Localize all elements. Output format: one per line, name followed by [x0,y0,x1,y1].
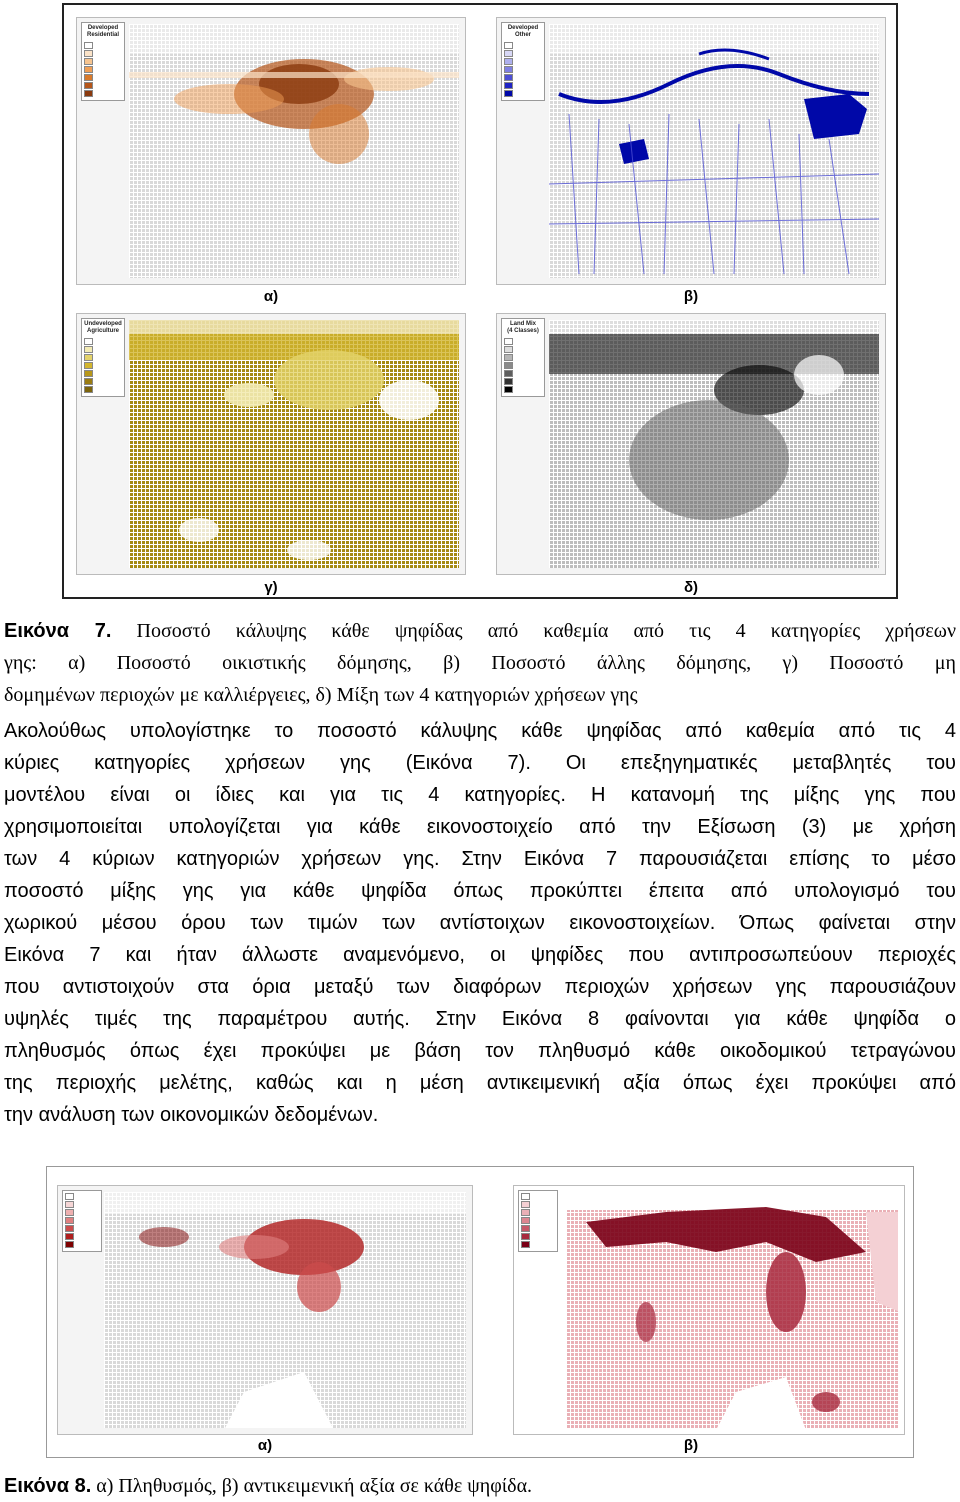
legend-color [65,1201,74,1208]
legend-color [504,346,513,353]
legend [501,22,545,101]
legend-swatch [504,58,542,65]
figure-7-frame [62,3,898,599]
legend-color [84,66,93,73]
legend-color [65,1241,74,1248]
legend-color [504,74,513,81]
map-cluster [794,355,844,395]
map-grid [549,24,879,278]
legend-title: Undeveloped Agriculture [84,321,122,334]
legend-swatch [65,1225,99,1232]
legend-swatch [521,1193,555,1200]
map-road [799,134,804,274]
legend-color [84,386,93,393]
legend-color [521,1225,530,1232]
legend-color [504,338,513,345]
legend-swatch [504,378,542,385]
map-cluster [379,380,439,420]
map-grid [549,320,879,568]
map-cluster [309,104,369,164]
panel-label-a: α) [263,288,279,305]
legend-color [504,42,513,49]
legend-color [84,346,93,353]
legend-color [84,90,93,97]
legend [81,318,125,397]
map-cluster [219,1235,289,1259]
legend-color [504,82,513,89]
paragraph-line: Εικόνα 7 και ήταν άλλωστε αναμενόμενο, οι ψηφίδες που αντιπροσωπεύουν περιοχές [4,944,956,966]
legend-swatch [84,58,122,65]
map-sea [566,1192,898,1210]
legend-color [521,1241,530,1248]
map-overlay [566,1192,898,1428]
legend-swatch [521,1241,555,1248]
caption-line: γης: α) Ποσοστό οικιστικής δόμησης, β) Ποσοστό άλλης δόμησης, γ) Ποσοστό μη [4,652,956,674]
legend-swatch [84,378,122,385]
map-road [699,119,714,274]
legend-swatch [65,1217,99,1224]
figure-7-caption [4,615,956,711]
map-cluster [297,1262,341,1312]
map-blank [716,1377,806,1428]
map-panel-undeveloped-agriculture [76,313,466,575]
map-cluster [812,1392,840,1412]
paragraph-line: των 4 κύριων κατηγοριών χρήσεων γης. Στην Εικόνα 7 παρουσιάζεται επίσης το μέσο [4,848,956,870]
panel-label-b: β) [683,288,699,305]
legend-color [504,378,513,385]
map-overlay [549,320,879,568]
legend-swatch [65,1209,99,1216]
legend-color [84,362,93,369]
legend-color [504,370,513,377]
legend-swatch [504,386,542,393]
paragraph-line: που αντιστοιχούν στα όρια μεταξύ των διαφόρων περιοχών χρήσεων γης παρουσιάζουν [4,976,956,998]
legend-swatch [504,74,542,81]
body-paragraph [4,715,956,1131]
legend-color [84,82,93,89]
paragraph-line: ποσοστό μίξης γης για κάθε ψηφίδα όπως προκύπτει έπειτα από υπολογισμό του [4,880,956,902]
legend-color [65,1193,74,1200]
legend-swatch [504,82,542,89]
map-grid [129,320,459,568]
legend-color [65,1225,74,1232]
legend-swatch [65,1241,99,1248]
map-road [829,139,849,274]
legend-color [504,58,513,65]
map-cluster [139,1227,189,1247]
legend-color [65,1233,74,1240]
legend-color [84,42,93,49]
legend [62,1190,102,1252]
panel-label-d: δ) [683,579,699,596]
legend-title: Developed Other [507,25,539,38]
legend-swatch [504,90,542,97]
map-road [664,114,669,274]
legend [501,318,545,397]
figure-8-caption [4,1470,956,1502]
legend-swatch [521,1225,555,1232]
paragraph-line: μοντέλου είναι οι ίδιες και για τις 4 κατηγορίες. Η κατανομή της μίξης γης που [4,784,956,806]
legend-color [84,338,93,345]
legend-swatch [84,346,122,353]
map-road [569,114,579,274]
map-overlay [104,1192,466,1428]
legend-color [504,362,513,369]
paragraph-line: υψηλές τιμές της παραμέτρου αυτής. Στην Εικόνα 8 φαίνονται για κάθε ψηφίδα ο [4,1008,956,1030]
map-cluster [224,383,274,407]
legend-title: Developed Residential [86,25,119,38]
caption-line [4,615,956,647]
legend-color [84,378,93,385]
legend-color [84,50,93,57]
paragraph-line: Ακολούθως υπολογίστηκε το ποσοστό κάλυψης κάθε ψηφίδας από καθεμία από τις 4 [4,720,956,742]
map-block [804,94,867,139]
map-sea [129,24,459,54]
legend-color [84,58,93,65]
legend-swatch [504,50,542,57]
map-sea [104,1192,466,1214]
legend-color [521,1193,530,1200]
paragraph-line: πληθυσμός όπως έχει προκύψει με βάση τον πληθυσμό κάθε οικοδομικού τετραγώνου [4,1040,956,1062]
paragraph-line: της περιοχής μελέτης, καθώς και η μέση αντικειμενική αξία όπως έχει προκύψει από [4,1072,956,1094]
legend-swatch [84,90,122,97]
legend-swatch [504,346,542,353]
legend-swatch [84,82,122,89]
map-panel-land-mix [496,313,886,575]
map-panel-objective-value [513,1185,905,1435]
legend-swatch [521,1217,555,1224]
legend-color [504,90,513,97]
map-blank [224,1372,334,1428]
paragraph-line: χωρικού μέσου όρου των τιμών των αντίστοιχων εικονοστοιχείων. Όπως φαίνεται στην [4,912,956,934]
caption-text: α) Πληθυσμός, β) αντικειμενική αξία σε κάθε ψηφίδα. [96,1475,533,1497]
caption-lead: Εικόνα 8. [4,1475,92,1497]
map-road [594,119,599,274]
legend-color [65,1209,74,1216]
legend-swatch [504,354,542,361]
legend-swatch [84,74,122,81]
map-road [549,174,879,184]
legend-swatch [521,1233,555,1240]
legend-color [521,1209,530,1216]
panel-label-b: β) [683,1437,699,1454]
map-cluster [287,540,331,560]
legend-color [521,1201,530,1208]
legend-swatch [65,1201,99,1208]
panel-label-a: α) [257,1437,273,1454]
map-block [619,139,649,164]
map-band [129,72,459,78]
legend-color [521,1233,530,1240]
map-cluster [174,84,284,114]
legend-swatch [65,1233,99,1240]
legend-color [521,1217,530,1224]
map-grid [104,1192,466,1428]
legend-color [504,354,513,361]
caption-line: δομημένων περιοχών με καλλιέργειες, δ) Μίξη των 4 κατηγοριών χρήσεων γης [4,684,638,706]
map-cluster [344,67,434,91]
map-road [769,119,784,274]
map-cluster [766,1252,806,1332]
legend-swatch [84,66,122,73]
legend-swatch [84,42,122,49]
map-sea [549,320,879,334]
map-cluster [636,1302,656,1342]
legend-swatch [504,362,542,369]
legend-swatch [521,1201,555,1208]
legend-color [504,50,513,57]
legend-swatch [65,1193,99,1200]
caption-text: Ποσοστό κάλυψης κάθε ψηφίδας από καθεμία από τις 4 κατηγορίες χρήσεων [136,620,956,642]
map-zone [586,1207,866,1262]
map-overlay [549,24,879,278]
legend [81,22,125,101]
panel-label-c: γ) [264,579,278,596]
map-road [549,219,879,224]
legend-swatch [521,1209,555,1216]
map-overlay [129,24,459,278]
map-panel-population [57,1185,473,1435]
paragraph-line: την ανάλυση των οικονομικών δεδομένων. [4,1104,379,1126]
legend-swatch [84,338,122,345]
legend [518,1190,558,1252]
map-panel-developed-residential [76,17,466,285]
paragraph-line: χρησιμοποιείται υπολογίζεται για κάθε εικονοστοιχείο από την Εξίσωση (3) με χρήση [4,816,956,838]
legend-swatch [504,66,542,73]
legend-color [84,74,93,81]
map-cluster [629,400,789,520]
map-panel-developed-other [496,17,886,285]
legend-title: Land Mix (4 Classes) [507,321,539,334]
legend-swatch [84,362,122,369]
map-grid [566,1192,898,1428]
legend-color [65,1217,74,1224]
legend-swatch [84,354,122,361]
legend-color [504,386,513,393]
map-zone [866,1212,898,1312]
map-cluster [274,350,384,410]
legend-swatch [504,338,542,345]
map-grid [129,24,459,278]
legend-swatch [84,50,122,57]
caption-lead: Εικόνα 7. [4,620,112,642]
map-cluster [179,518,219,542]
map-overlay [129,320,459,568]
paragraph-line: κύριες κατηγορίες χρήσεων γης (Εικόνα 7). Οι επεξηγηματικές μεταβλητές του [4,752,956,774]
map-road [734,124,739,274]
legend-color [84,354,93,361]
map-sea [129,320,459,334]
map-road [559,66,869,102]
legend-color [504,66,513,73]
legend-color [84,370,93,377]
legend-swatch [84,370,122,377]
legend-swatch [504,370,542,377]
figure-8-frame [46,1166,914,1458]
legend-swatch [84,386,122,393]
legend-swatch [504,42,542,49]
